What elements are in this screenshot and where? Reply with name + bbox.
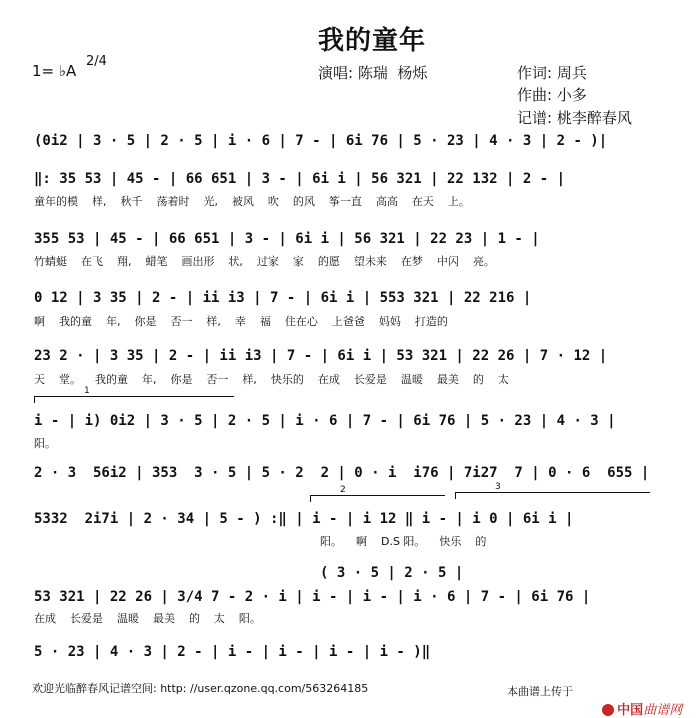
score-line: ( 3 · 5 | 2 · 5 | bbox=[320, 565, 464, 581]
lyric-line: 阳。 bbox=[34, 437, 56, 450]
key-signature: 1= ♭A bbox=[32, 62, 77, 80]
score-line: 355 53 | 45 - | 66 651 | 3 - | 6i i | 56 321 | 22 23 | 1 - | bbox=[34, 231, 540, 247]
transcriber-credit: 记谱: 桃李醉春风 bbox=[517, 109, 632, 127]
lyric-line: 在成 长爱是 温暖 最美 的 太 阳。 bbox=[34, 612, 261, 625]
site-logo bbox=[592, 680, 682, 718]
lyric-line: 天 堂。 我的童 年, 你是 否一 样, 快乐的 在成 长爱是 温暖 最美 的 太 bbox=[34, 373, 509, 386]
singer-credit: 演唱: 陈瑞 杨烁 bbox=[318, 64, 428, 82]
lyric-line: 啊 我的童 年, 你是 否一 样, 幸 福 住在心 上爸爸 妈妈 打造的 bbox=[34, 315, 448, 328]
footer-upload-note: 本曲谱上传于 bbox=[507, 685, 573, 698]
score-line: 5332 2i7i | 2 · 34 | 5 - ) :‖ | i - | i 12 ‖ i - | i 0 | 6i i | bbox=[34, 511, 574, 527]
volta-bracket: 1 bbox=[34, 396, 234, 397]
score-line: ‖: 35 53 | 45 - | 66 651 | 3 - | 6i i | 56 321 | 22 132 | 2 - | bbox=[34, 171, 566, 187]
volta-bracket: 3 bbox=[455, 492, 650, 493]
volta-bracket: 2 bbox=[310, 495, 445, 496]
lyricist-credit: 作词: 周兵 bbox=[517, 64, 587, 82]
time-signature: 2/4 bbox=[86, 54, 107, 69]
composer-credit: 作曲: 小多 bbox=[517, 86, 587, 104]
score-line: 0 12 | 3 35 | 2 - | ii i3 | 7 - | 6i i | 553 321 | 22 216 | bbox=[34, 290, 532, 306]
lyric-line: 童年的模 样, 秋千 荡着时 光, 被风 吹 的风 筝一直 高高 在天 上。 bbox=[34, 195, 470, 208]
logo-icon bbox=[602, 704, 614, 716]
score-line: 2 · 3 56i2 | 353 3 · 5 | 5 · 2 2 | 0 · i i76 | 7i27 7 | 0 · 6 655 | bbox=[34, 465, 650, 481]
logo-subtext: 曲谱网 bbox=[643, 703, 683, 718]
lyric-line: 竹蜻蜓 在飞 翔, 蜡笔 画出形 状, 过家 家 的愿 望未来 在梦 中闪 亮。 bbox=[34, 255, 495, 268]
footer-credit: 欢迎光临醉春风记谱空间: http: //user.qzone.qq.com/563264185 bbox=[32, 682, 369, 695]
score-line: 23 2 · | 3 35 | 2 - | ii i3 | 7 - | 6i i | 53 321 | 22 26 | 7 · 12 | bbox=[34, 348, 608, 364]
lyric-line: 阳。 啊 D.S 阳。 快乐 的 bbox=[320, 535, 487, 548]
score-line: 5 · 23 | 4 · 3 | 2 - | i - | i - | i - | i - )‖ bbox=[34, 644, 431, 660]
score-line: i - | i) 0i2 | 3 · 5 | 2 · 5 | i · 6 | 7 - | 6i 76 | 5 · 23 | 4 · 3 | bbox=[34, 413, 616, 429]
score-line: 53 321 | 22 26 | 3/4 7 - 2 · i | i - | i - | i · 6 | 7 - | 6i 76 | bbox=[34, 589, 591, 605]
logo-text: 中国 bbox=[617, 703, 644, 718]
page-title: 我的童年 bbox=[318, 26, 427, 56]
score-line: (0i2 | 3 · 5 | 2 · 5 | i · 6 | 7 - | 6i 76 | 5 · 23 | 4 · 3 | 2 - )| bbox=[34, 133, 608, 149]
